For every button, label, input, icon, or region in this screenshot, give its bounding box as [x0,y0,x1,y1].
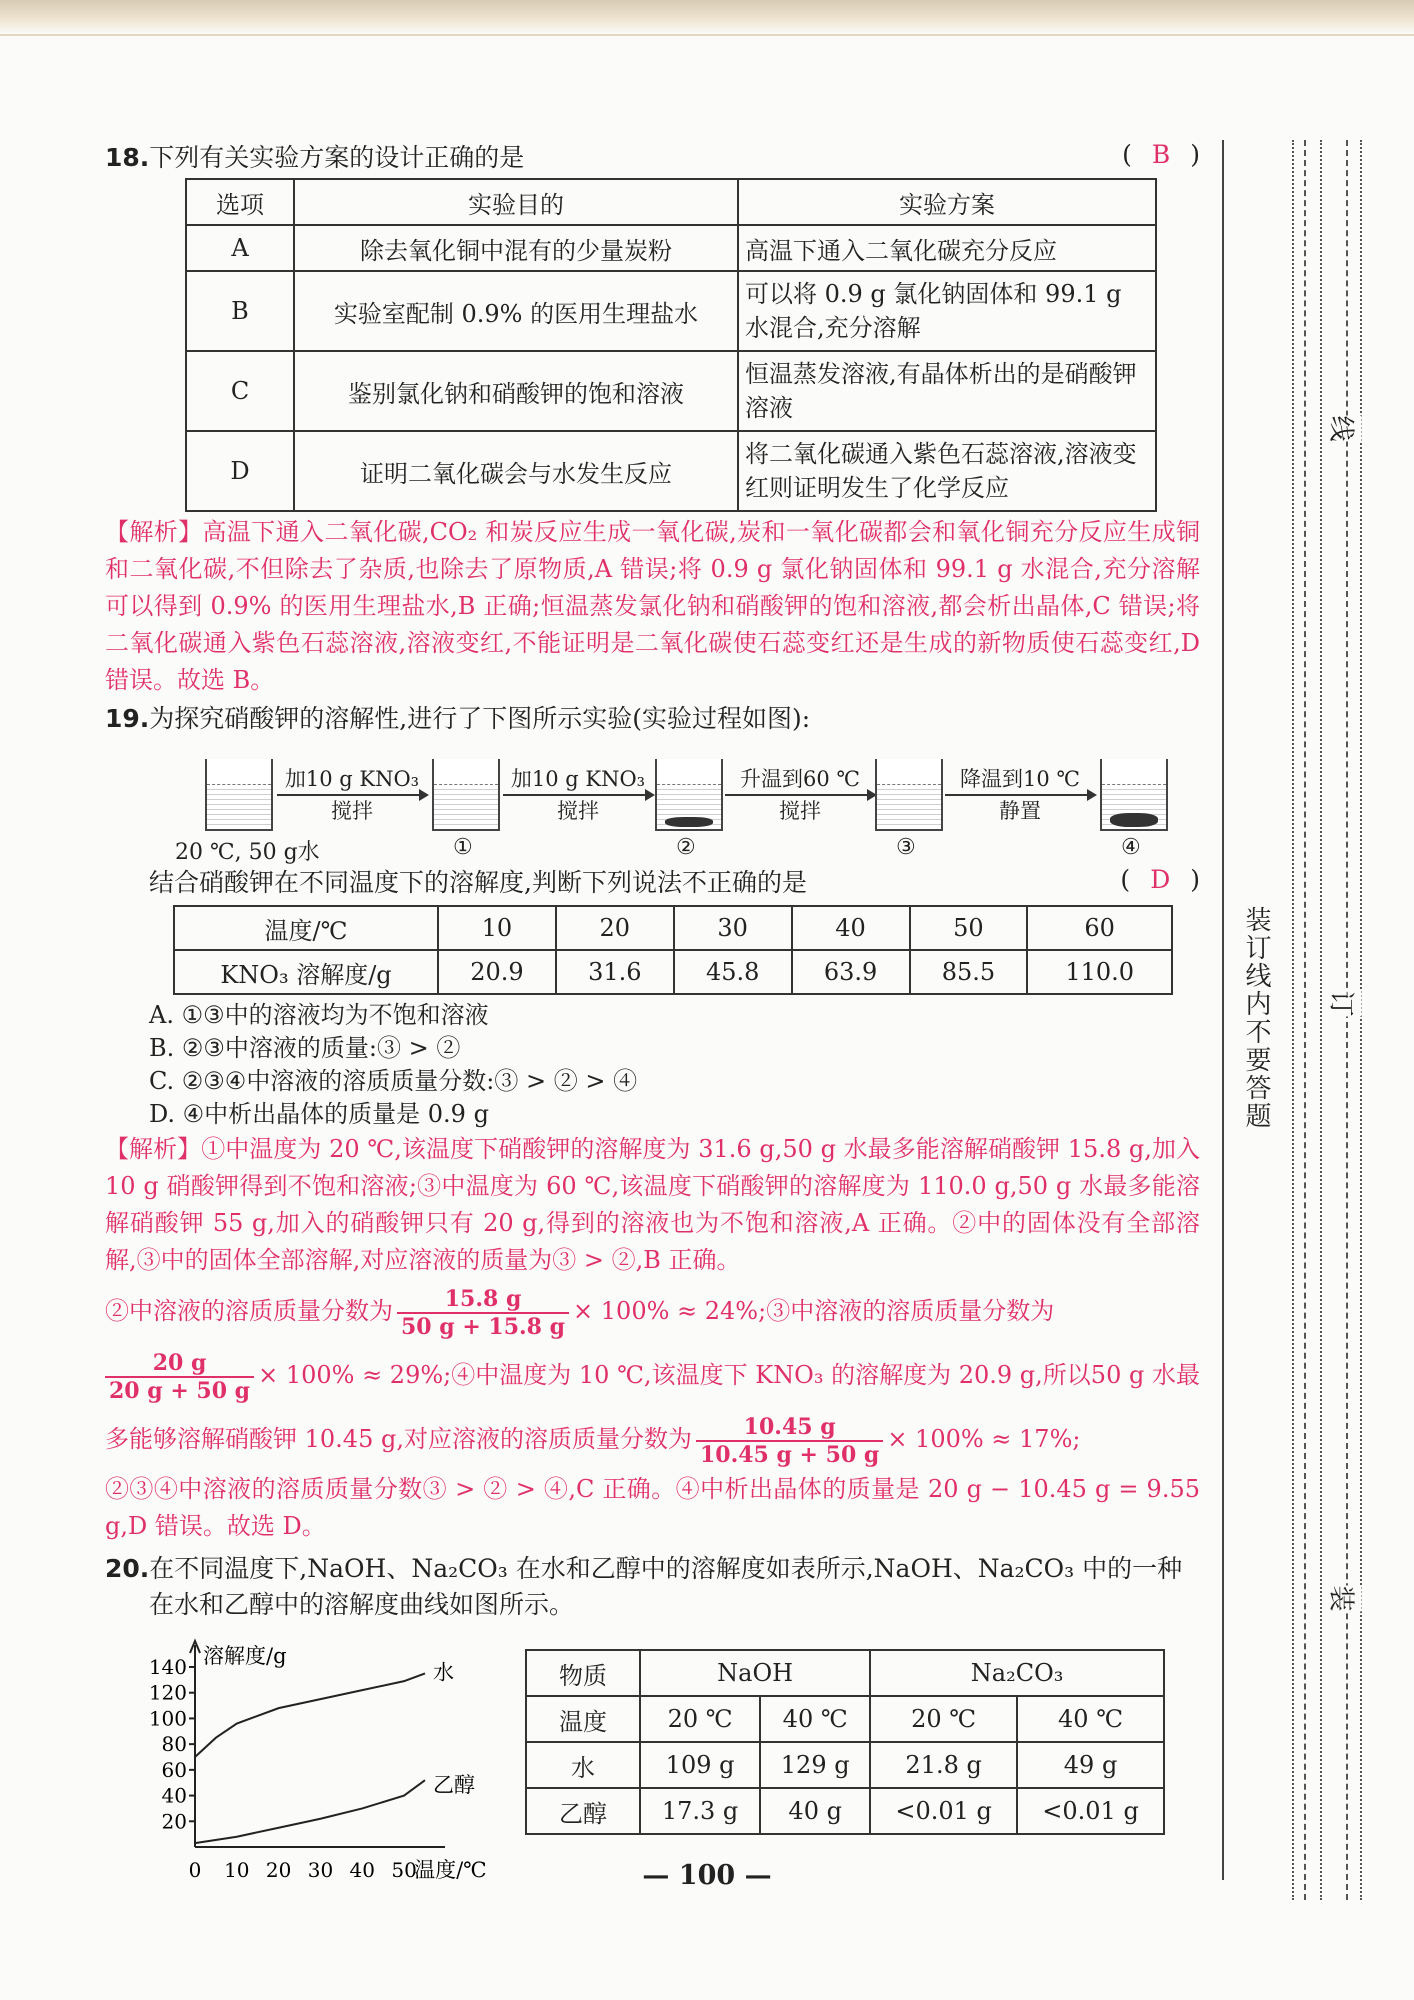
q19-option-c: C. ②③④中溶液的溶质质量分数:③ > ② > ④ [149,1067,638,1095]
q19-temp-cell: 20 [556,906,674,950]
q19-temp-cell: 50 [910,906,1028,950]
water-curve [195,1673,425,1757]
x-tick-label: 40 [349,1858,375,1879]
q19-temp-cell: 40 [792,906,910,950]
q18-row-a [186,225,1156,271]
q19-answer-letter: D [1150,865,1171,894]
y-tick-label: 80 [161,1732,187,1757]
x-tick-label: 30 [307,1858,334,1879]
q20-header-na2co3: Na₂CO₃ [870,1650,1164,1696]
beaker-2 [655,759,723,831]
q19-option-a: A. ①③中的溶液均为不饱和溶液 [149,1001,489,1029]
q20-row-label: 乙醇 [526,1788,640,1834]
q19-table-temp-label: 温度/℃ [174,906,438,950]
binding-line-solid [1222,140,1226,1880]
fraction-1-denominator: 50 g + 15.8 g [401,1313,566,1340]
beaker-start [205,759,273,831]
q18-table [185,178,1157,512]
margin-note: 装订线内不要答题 [1238,900,1275,1136]
q18-analysis: 【解析】高温下通入二氧化碳,CO₂ 和炭反应生成一氧化碳,炭和一氧化碳都会和氧化铜充分反应生成铜和二氧化碳,不但除去了杂质,也除去了原物质,A 错误;将 0.9 g 氯化钠固体和 99.1 g 水混合,充分溶解可以得到 0.9% 的医用生理盐水,B 正确;恒温蒸发氯化钠和硝酸钾的饱和溶液,都会析出晶体,C 错误;将二氧化碳通入紫色石蕊溶液,溶液变红,不能证明是二氧化碳使石蕊变红还是生成的新物质使石蕊变红,D 错误。故选 B。 [105,518,1200,694]
binding-line-dotted-1 [1292,140,1294,1900]
x-tick-label: 0 [188,1858,202,1879]
step-arrow-4 [945,765,1095,825]
step-arrow-2 [503,765,653,825]
q20-value-cell: <0.01 g [1017,1788,1164,1834]
y-tick-label: 100 [148,1706,187,1731]
q19-diagram [105,745,1200,865]
y-tick-label: 140 [148,1655,187,1679]
q19-temp-cell: 30 [674,906,792,950]
q19-solubility-table [173,905,1173,995]
q19-solubility-cell: 20.9 [438,950,556,994]
margin-char-ding: 订 [1325,990,1362,1016]
q19-solubility-cell: 63.9 [792,950,910,994]
q18-row-c-plan: 恒温蒸发溶液,有晶体析出的是硝酸钾溶液 [738,351,1156,431]
q19-solubility-cell: 85.5 [910,950,1028,994]
y-tick-label: 60 [161,1757,187,1782]
q19-answer-open: ( [1120,865,1131,894]
q18-row-b-option: B [186,271,294,351]
q20-header-substance: 物质 [526,1650,640,1696]
q18-answer-close: ) [1190,140,1200,169]
q19-analysis-text: ②中溶液的溶质质量分数为 [105,1297,393,1325]
q20-temp-cell: 40 ℃ [760,1696,870,1742]
x-axis-label: 温度/℃ [414,1858,487,1879]
fraction-2 [105,1350,254,1404]
q18-row-a-option: A [186,225,294,271]
q18-header-purpose: 实验目的 [294,179,738,225]
q18-row-b-plan: 可以将 0.9 g 氯化钠固体和 99.1 g 水混合,充分溶解 [738,271,1156,351]
q20-number: 20. [105,1554,150,1583]
step-arrow-3 [725,765,875,825]
q18-row-a-plan: 高温下通入二氧化碳充分反应 [738,225,1156,271]
binding-line-dotted-3 [1320,140,1322,1900]
page-content [105,140,1200,1879]
q20-value-cell: 49 g [1017,1742,1164,1788]
q19-answer [1120,865,1200,894]
fraction-1 [397,1286,569,1340]
q20-value-cell: <0.01 g [870,1788,1017,1834]
q20-figure-area [105,1629,1200,1879]
step-4-bottom: 静置 [999,799,1041,823]
q18-answer [1122,140,1200,169]
x-tick-label: 50 [391,1858,417,1879]
q20-header-temp: 温度 [526,1696,640,1742]
q18-stem [105,140,1200,176]
q19-analysis-text: × 100% ≈ 17%; [887,1425,1081,1453]
question-19 [105,701,1200,1545]
q18-number: 18. [105,143,150,172]
margin-char-zhuang: 装 [1325,1585,1362,1611]
beaker-3 [875,759,943,831]
q19-temp-cell: 10 [438,906,556,950]
q20-row-water [526,1742,1164,1788]
y-axis-label: 溶解度/g [203,1644,287,1668]
series-label: 水 [433,1660,454,1685]
beaker-label-4: ④ [1121,835,1141,860]
x-tick-label: 10 [224,1858,250,1879]
beaker-label-3: ③ [896,835,916,860]
q20-row-ethanol [526,1788,1164,1834]
question-20 [105,1551,1200,1879]
q20-temp-cell: 40 ℃ [1017,1696,1164,1742]
y-tick-label: 120 [148,1680,187,1705]
q19-solubility-cell: 110.0 [1027,950,1172,994]
q20-temp-cell: 20 ℃ [870,1696,1017,1742]
q19-temp-cell: 60 [1027,906,1172,950]
q18-row-c-purpose: 鉴别氯化钠和硝酸钾的饱和溶液 [294,351,738,431]
question-18 [105,140,1200,699]
q18-header-option: 选项 [186,179,294,225]
q20-row-label: 水 [526,1742,640,1788]
q20-temp-cell: 20 ℃ [640,1696,760,1742]
q20-value-cell: 40 g [760,1788,870,1834]
q19-answer-close: ) [1190,865,1200,894]
q20-stem [105,1551,1200,1587]
q19-analysis-text: × 100% ≈ 24%;③中溶液的溶质质量分数为 [573,1297,1055,1325]
q18-row-c-option: C [186,351,294,431]
q19-analysis-text: × 100% ≈ 29%;④中温度为 10 ℃,该温度下 KNO₃ 的溶解度为 20.9 g,所以50 g 水最多能够溶解硝酸钾 10.45 g,对应溶液的溶质质量分数为 [105,1361,1200,1453]
beaker-1 [432,759,500,831]
step-arrow-1 [277,765,427,825]
q19-analysis-part3 [105,1343,1200,1471]
step-3-top: 升温到60 ℃ [740,767,860,791]
q18-row-d-purpose: 证明二氧化碳会与水发生反应 [294,431,738,511]
q18-row-a-purpose: 除去氧化铜中混有的少量炭粉 [294,225,738,271]
fraction-3 [696,1414,883,1468]
q18-row-b-purpose: 实验室配制 0.9% 的医用生理盐水 [294,271,738,351]
step-1-bottom: 搅拌 [331,799,373,823]
q19-analysis-part5: ②③④中溶液的溶质质量分数③ > ② > ④,C 正确。④中析出晶体的质量是 20 g − 10.45 g = 9.55 g,D 错误。故选 D。 [105,1475,1200,1540]
q19-option-b: B. ②③中溶液的质量:③ > ② [149,1034,461,1062]
fraction-1-numerator: 15.8 g [397,1286,569,1314]
q19-subtext: 结合硝酸钾在不同温度下的溶解度,判断下列说法不正确的是 [149,868,807,897]
margin-char-xian: 线 [1325,415,1362,441]
q18-header-plan: 实验方案 [738,179,1156,225]
q19-solubility-cell: 45.8 [674,950,792,994]
q20-value-cell: 17.3 g [640,1788,760,1834]
binding-line-dotted-2 [1304,140,1306,1900]
step-2-top: 加10 g KNO₃ [510,767,646,791]
q19-analysis-part2 [105,1279,1200,1343]
q19-table-solubility-label: KNO₃ 溶解度/g [174,950,438,994]
fraction-2-numerator: 20 g [105,1350,254,1378]
q18-row-d-option: D [186,431,294,511]
q18-answer-letter: B [1151,140,1171,169]
fraction-3-denominator: 10.45 g + 50 g [699,1441,880,1468]
page-top-line [0,34,1414,36]
q19-analysis-part1: 【解析】①中温度为 20 ℃,该温度下硝酸钾的溶解度为 31.6 g,50 g 水最多能溶解硝酸钾 15.8 g,加入 10 g 硝酸钾得到不饱和溶液;③中温度为 60 ℃,该温度下硝酸钾的溶解度为 110.0 g,50 g 水最多能溶解硝酸钾 55 g,加入的硝酸钾只有 20 g,得到的溶液也为不饱和溶液,A 正确。②中的固体没有全部溶解,③中的固体全部溶解,对应溶液的质量为③ > ②,B 正确。 [105,1135,1200,1274]
q20-value-cell: 21.8 g [870,1742,1017,1788]
binding-line-dotted-5 [1360,140,1362,1900]
q20-text-line1: 在不同温度下,NaOH、Na₂CO₃ 在水和乙醇中的溶解度如表所示,NaOH、Na₂CO₃ 中的一种 [149,1554,1183,1583]
q19-solubility-cell: 31.6 [556,950,674,994]
fraction-2-denominator: 20 g + 50 g [109,1377,251,1404]
page-number: — 100 — [642,1860,772,1891]
q18-row-d-plan: 将二氧化碳通入紫色石蕊溶液,溶液变红则证明发生了化学反应 [738,431,1156,511]
q20-value-cell: 129 g [760,1742,870,1788]
q19-subquestion [105,865,1200,901]
beaker-label-2: ② [676,835,696,860]
y-tick-label: 20 [161,1809,187,1834]
step-1-top: 加10 g KNO₃ [284,767,420,791]
q19-stem [105,701,1200,737]
page-top-edge [0,0,1414,34]
q18-row-c [186,351,1156,431]
binding-line-dotted-4 [1346,140,1348,1900]
q20-value-cell: 109 g [640,1742,760,1788]
step-2-bottom: 搅拌 [557,799,599,823]
step-3-bottom: 搅拌 [779,799,821,823]
step-4-top: 降温到10 ℃ [960,767,1080,791]
beaker-label-1: ① [453,835,473,860]
q19-number: 19. [105,704,150,733]
q20-table [525,1649,1165,1835]
solubility-chart [105,1629,525,1879]
q18-row-b [186,271,1156,351]
q19-text: 为探究硝酸钾的溶解性,进行了下图所示实验(实验过程如图): [149,704,811,733]
q20-header-naoh: NaOH [640,1650,870,1696]
q20-text-line2: 在水和乙醇中的溶解度曲线如图所示。 [149,1590,575,1619]
y-tick-label: 40 [161,1783,187,1808]
q19-option-d: D. ④中析出晶体的质量是 0.9 g [149,1100,489,1128]
q18-answer-open: ( [1122,140,1132,169]
ethanol-curve [195,1780,425,1843]
q18-text: 下列有关实验方案的设计正确的是 [149,143,525,172]
beaker-4 [1100,759,1168,831]
q18-row-d [186,431,1156,511]
x-tick-label: 20 [265,1858,292,1879]
start-label: 20 ℃, 50 g水 [175,840,320,865]
series-label: 乙醇 [433,1773,475,1798]
fraction-3-numerator: 10.45 g [696,1414,883,1442]
